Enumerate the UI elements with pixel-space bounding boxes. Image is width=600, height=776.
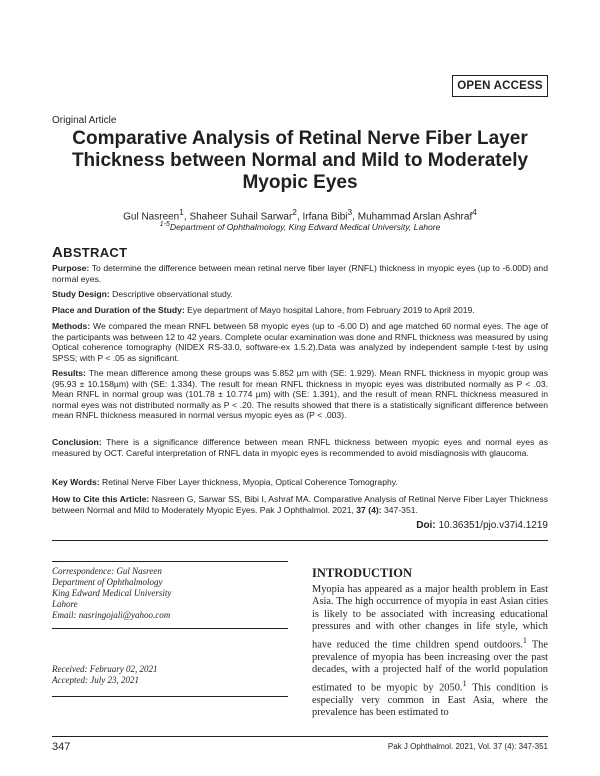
intro-sentence: This condition is especially very common in East Asia, where the prevalence has been estimated to — [312, 682, 548, 719]
author-sup: 2 — [292, 207, 297, 217]
correspondence-line: Correspondence: Gul Nasreen — [52, 566, 162, 576]
article-title — [40, 128, 560, 194]
section-text: There is a significance difference between mean RNFL thickness between myopic eyes and normal eyes as measured by OCT. Careful interpretation of RNFL data in myopic eyes is recommended to avoid misdiagnosis with glaucoma. — [52, 437, 548, 458]
correspondence-divider — [52, 561, 288, 562]
section-label: Results: — [52, 368, 86, 378]
citation-text: Nasreen G, Sarwar SS, Bibi I, Ashraf MA. Comparative Analysis of Retinal Nerve Fiber Layer Thickness between Normal and Mild to Moderately Myopic Eyes. Pak J Ophthalmol. 2021, — [52, 494, 548, 515]
how-to-cite — [52, 494, 548, 515]
page-number: 347 — [52, 741, 71, 753]
section-text: To determine the difference between mean retinal nerve fiber layer (RNFL) thickness in myopic eyes (up to -6.00D) and normal eyes. — [52, 263, 548, 284]
title-line-1: Comparative Analysis of Retinal Nerve Fiber Layer — [72, 128, 528, 149]
section-label: How to Cite this Article: — [52, 494, 150, 504]
citation-sup: 1 — [462, 677, 467, 688]
footer-divider — [52, 736, 548, 737]
section-label: Conclusion: — [52, 437, 102, 447]
section-label: Study Design: — [52, 289, 110, 299]
correspondence-line: Department of Ophthalmology — [52, 577, 163, 587]
section-label: Purpose: — [52, 263, 90, 273]
abstract-heading-rest: BSTRACT — [63, 245, 128, 260]
dates-divider — [52, 696, 288, 697]
abstract-keywords — [52, 477, 548, 488]
affiliation-sup: 1-5 — [159, 220, 170, 228]
author-name: Shaheer Suhail Sarwar — [189, 211, 293, 223]
doi-line — [416, 520, 548, 531]
abstract-heading — [52, 244, 127, 261]
author-sup: 1 — [179, 207, 184, 217]
title-line-3: Myopic Eyes — [242, 172, 358, 193]
author-sup: 3 — [347, 207, 353, 217]
doi-label: Doi: — [416, 520, 436, 531]
article-type: Original Article — [52, 115, 117, 126]
section-text: Eye department of Mayo hospital Lahore, from February 2019 to April 2019. — [187, 305, 475, 315]
section-text: Descriptive observational study. — [112, 289, 233, 299]
correspondence-block — [52, 566, 171, 621]
introduction-text — [312, 584, 548, 719]
author-name: Irfana Bibi — [302, 211, 348, 223]
affiliation-text: Department of Ophthalmology, King Edward Medical University, Lahore — [169, 221, 441, 232]
abstract-place — [52, 305, 548, 316]
open-access-badge: OPEN ACCESS — [452, 75, 548, 97]
author-name: Muhammad Arslan Ashraf — [357, 211, 473, 223]
abstract-conclusion — [52, 437, 548, 458]
abstract-divider — [52, 540, 548, 541]
citation-volume: 37 (4): — [356, 504, 382, 515]
correspondence-line: King Edward Medical University — [52, 588, 172, 598]
accepted-date: Accepted: July 23, 2021 — [52, 675, 139, 685]
citation-pages: 347-351. — [383, 504, 418, 515]
title-line-2: Thickness between Normal and Mild to Moderately — [71, 150, 529, 171]
section-text: The mean difference among these groups was 5.852 µm with (SE: 1.929). Mean RNFL thickness in myopic group was (95.93 ± 10.158µm) with (SE: 1.334). The result for mean RNFL thickness in myopic eyes was distributed normally as P < .03. Mean RNFL in normal group was (101.78 ± 10.774 µm) with (SE: 1.391), and the result of mean RNFL thickness measured in normal eyes was not distributed normally as P < .20. The results showed that there is a statistically significant difference between mean RNFL thickness measured in normal versus myopic eyes as (P < .003). — [52, 368, 548, 421]
abstract-design — [52, 289, 548, 300]
journal-footer: Pak J Ophthalmol. 2021, Vol. 37 (4): 347-351 — [387, 742, 548, 751]
intro-sentence: The prevalence of myopia has been increasing over the past decades, with a projected half of the world population estimated to be myopic by 2050. — [312, 639, 548, 694]
correspondence-divider-2 — [52, 628, 288, 629]
correspondence-email: Email: nasringojali@yahoo.com — [52, 610, 171, 620]
section-label: Place and Duration of the Study: — [52, 305, 185, 315]
abstract-heading-initial: A — [52, 244, 64, 261]
abstract-methods — [52, 321, 548, 363]
abstract-results — [52, 368, 548, 421]
section-label: Methods: — [52, 321, 91, 331]
author-list: Gul Nasreen$^1$, Shaheer Suhail Sarwar$^2$, Irfana Bibi$^3$, Muhammad Arslan Ashraf$^4$ — [123, 207, 477, 223]
affiliation — [40, 220, 560, 232]
intro-sentence: Myopia has appeared as a major health problem in East Asia. The high occurrence of myopia in east Asian cities is likely to be associated with increasing educational pressures and with other changes in life style, which have reduced the time children spend outdoors. — [312, 584, 548, 651]
section-label: Key Words: — [52, 477, 100, 487]
correspondence-line: Lahore — [52, 599, 78, 609]
author-sup: 4 — [472, 207, 477, 217]
abstract-purpose — [52, 263, 548, 284]
citation-sup: 1 — [522, 634, 528, 645]
introduction-heading: INTRODUCTION — [312, 566, 413, 580]
author-name: Gul Nasreen — [123, 211, 180, 223]
received-date: Received: February 02, 2021 — [52, 664, 158, 674]
section-text: Retinal Nerve Fiber Layer thickness, Myopia, Optical Coherence Tomography. — [101, 477, 398, 487]
section-text: We compared the mean RNFL between 58 myopic eyes (up to -6.00 D) and age matched 60 normal eyes. The age of the participants was between 12 to 42 years. Complete ocular examination was done and RNFL thickness was measured by using Optical coherence tomography (NIDEX RS-33.0, software-ex 1.5.2).Data was analyzed by independent sample t-test by using SPSS; with P < .05 as significant. — [52, 321, 549, 363]
doi-link[interactable]: 10.36351/pjo.v37i4.1219 — [438, 520, 548, 531]
received-accepted-dates — [52, 664, 157, 686]
